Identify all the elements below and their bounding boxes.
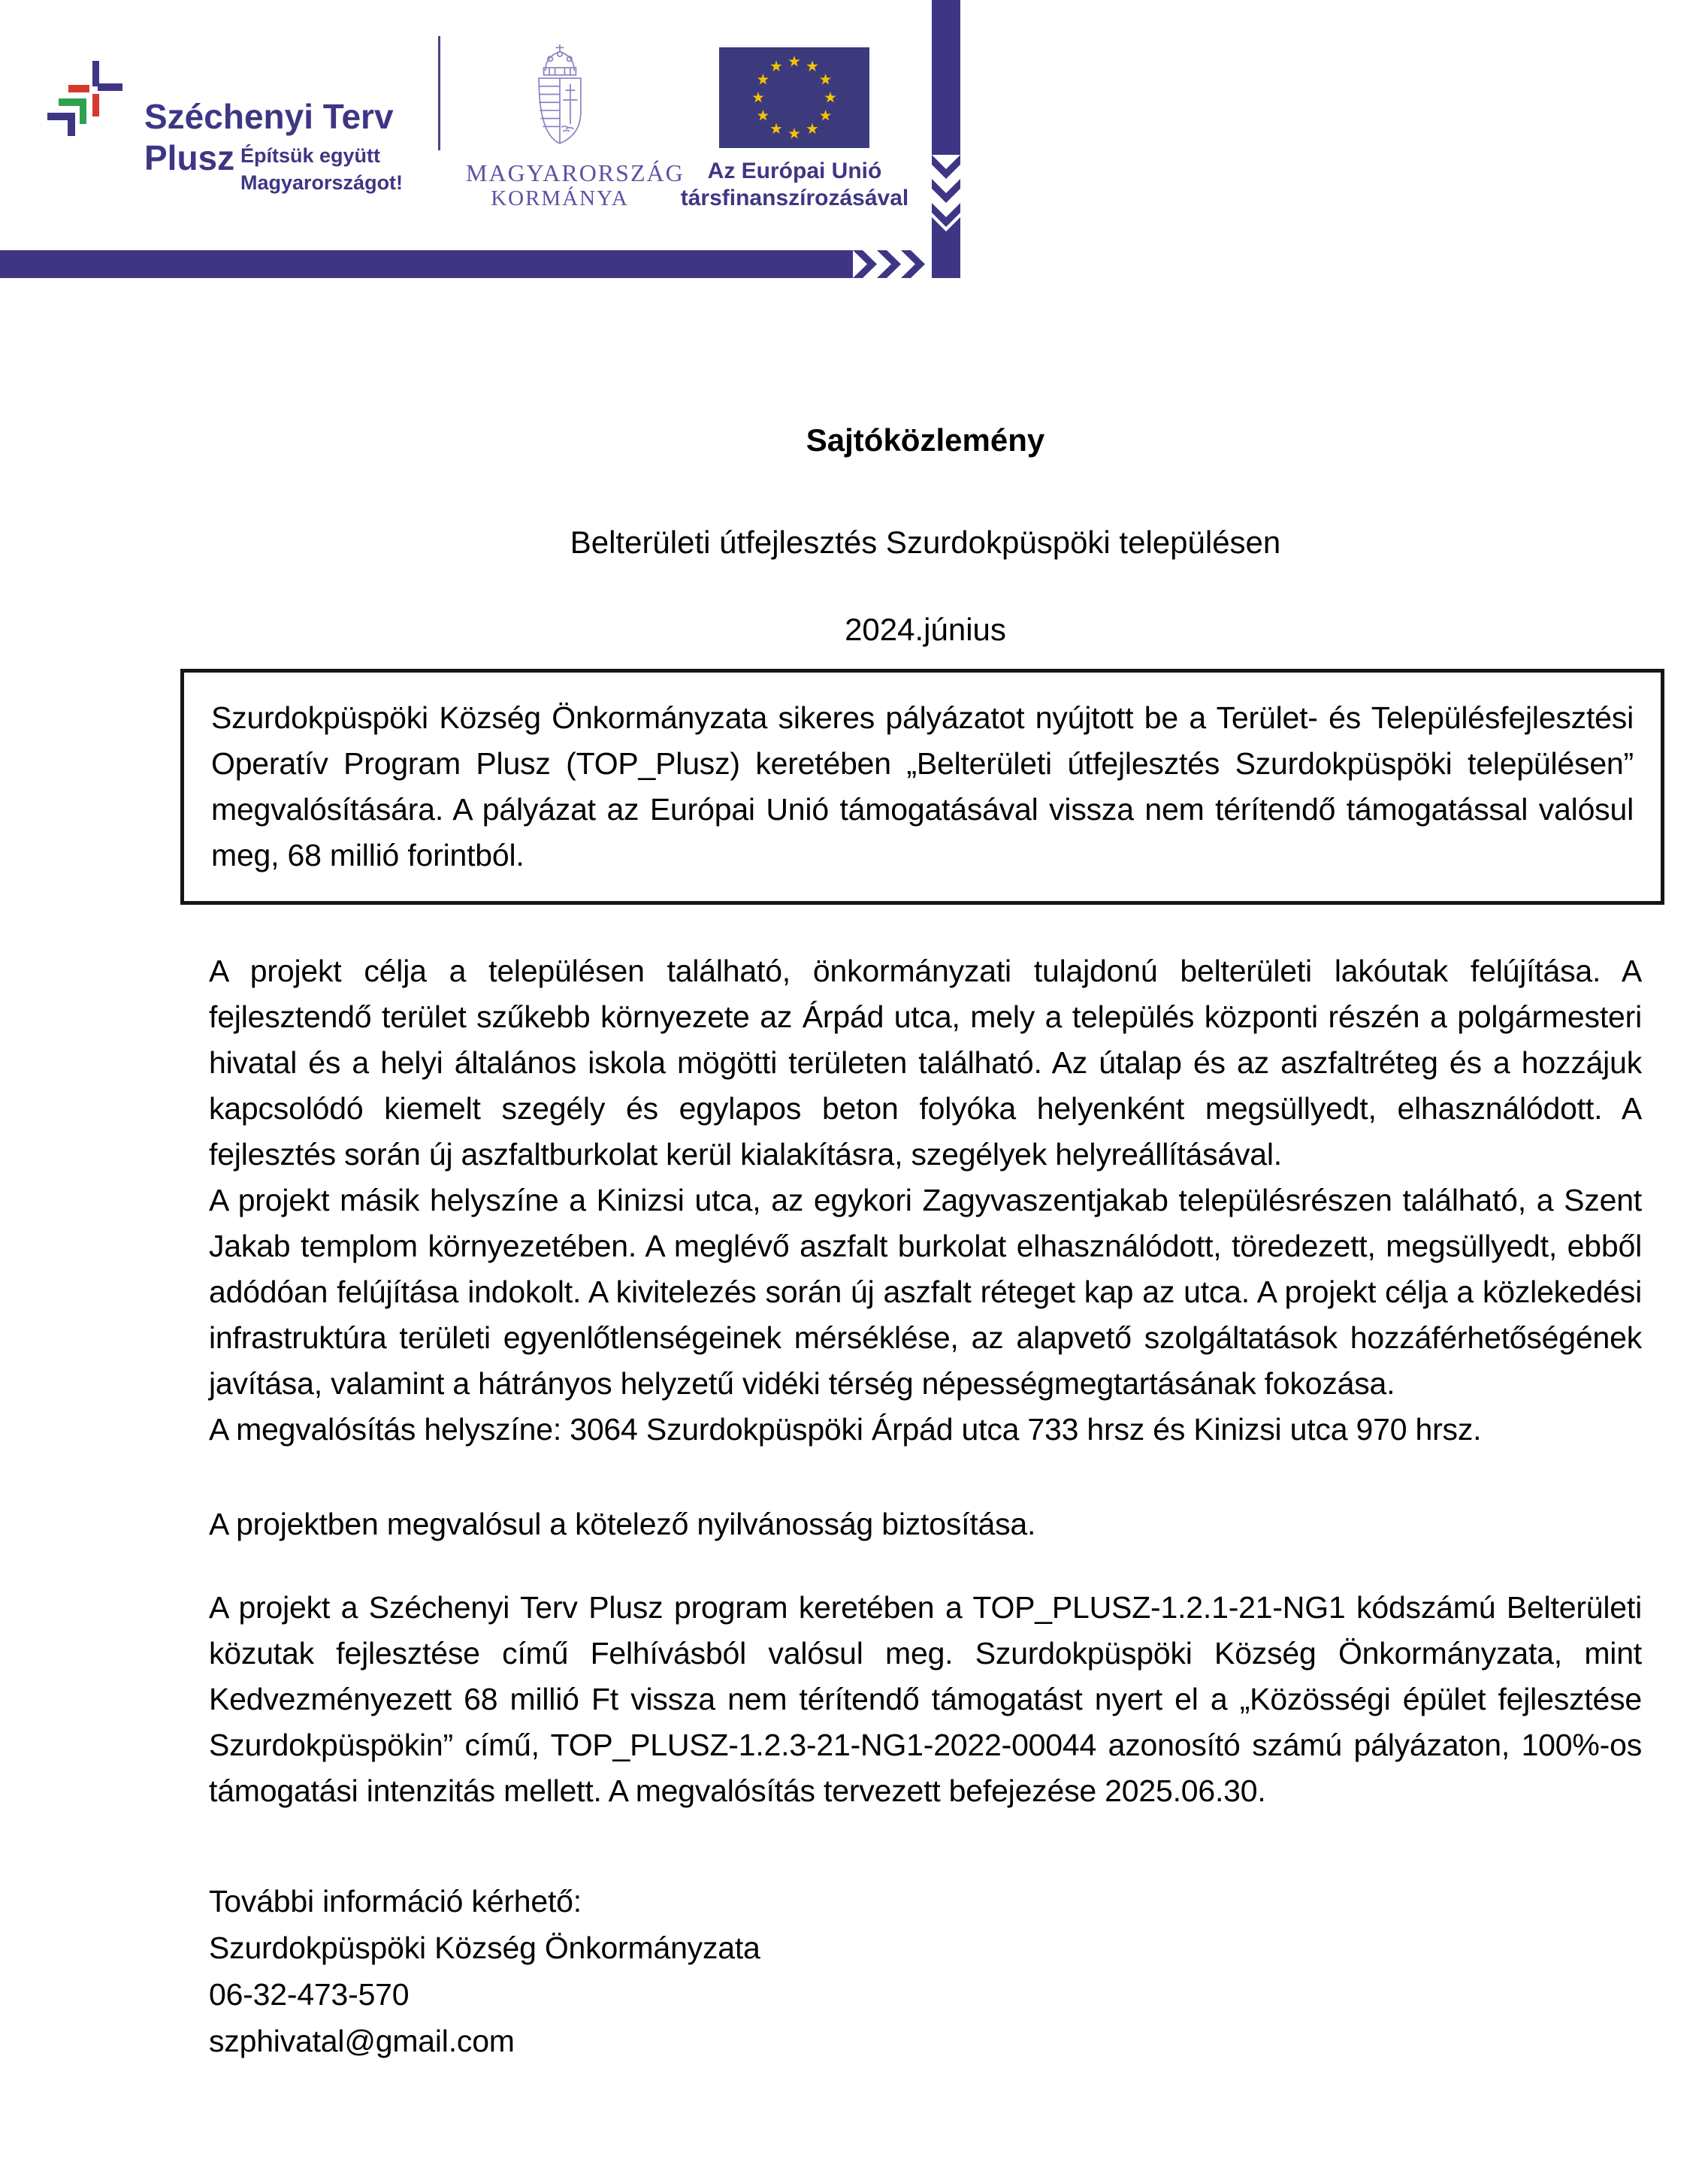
eu-flag-icon: [719, 47, 869, 148]
body-paragraph-2: A projekt másik helyszíne a Kinizsi utca, az egykori Zagyvaszentjakab településrészen található, a Szent Jakab templom környezetében. A meglévő aszfalt burkolat elhasználódott, töredezett, megsüllyedt, ebből adódóan felújítása indokolt. A kivitelezés során új aszfalt réteget kap az utca. A projekt célja a közlekedési infrastruktúra területi egyenlőtlenségeinek mérséklése, az alapvető szolgáltatások hozzáférhetőségének javítása, valamint a hátrányos helyzetű vidéki térség népességmegtartásának fokozása.: [209, 1183, 1642, 1401]
body-paragraph-4: A projektben megvalósul a kötelező nyilvánosság biztosítása.: [209, 1507, 1036, 1541]
contact-block: [209, 1878, 1642, 2064]
szechenyi-name-line2: Plusz: [144, 138, 235, 177]
contact-heading: További információ kérhető:: [209, 1884, 582, 1919]
lead-box: [180, 669, 1664, 905]
government-name-line2: KORMÁNYA: [491, 186, 629, 210]
body-paragraph-5: A projekt a Széchenyi Terv Plusz program keretében a TOP_PLUSZ-1.2.1-21-NG1 kódszámú Belterületi közutak fejlesztése című Felhívásból valósul meg. Szurdokpüspöki Község Önkormányzata, mint Kedvezményezett 68 millió Ft vissza nem térítendő támogatást nyert el a „Közösségi épület fejlesztése Szurdokpüspökin” című, TOP_PLUSZ-1.2.3-21-NG1-2022-00044 azonosító számú pályázaton, 100%-os támogatási intenzitás mellett. A megvalósítás tervezett befejezése 2025.06.30.: [209, 1590, 1642, 1808]
lead-text: Szurdokpüspöki Község Önkormányzata sikeres pályázatot nyújtott be a Terület- és Településfejlesztési Operatív Program Plusz (TOP_Plusz) keretében „Belterületi útfejlesztés Szurdokpüspöki településen” megvalósítására. A pályázat az Európai Unió támogatásával vissza nem térítendő támogatással valósul meg, 68 millió forintból.: [211, 700, 1634, 872]
szechenyi-cross-icon: [47, 53, 125, 137]
szechenyi-tagline-line1: Építsük együtt: [240, 144, 381, 167]
eu-caption-line2: társfinanszírozásával: [680, 186, 909, 210]
hungary-coat-of-arms-icon: [528, 44, 592, 156]
contact-line-phone: 06-32-473-570: [209, 1977, 410, 2012]
szechenyi-name-line1: Széchenyi Terv: [144, 97, 394, 136]
page-subtitle: Belterületi útfejlesztés Szurdokpüspöki településen: [570, 525, 1281, 560]
page-date: 2024.június: [845, 612, 1006, 647]
press-release-document: [0, 278, 1708, 2064]
logo-divider: [438, 36, 440, 150]
szechenyi-tagline-line2: Magyarországot!: [240, 171, 404, 194]
contact-line-email: szphivatal@gmail.com: [209, 2024, 515, 2058]
body-paragraph-1: A projekt célja a településen található, önkormányzati tulajdonú belterületi lakóutak felújítása. A fejlesztendő terület szűkebb környezete az Árpád utca, mely a település központi részén a polgármesteri hivatal és a helyi általános iskola mögötti területen található. Az útalap és az aszfaltréteg és a hozzájuk kapcsolódó kiemelt szegély és egylapos beton folyóka helyenként megsüllyedt, elhasználódott. A fejlesztés során új aszfaltburkolat kerül kialakításra, szegélyek helyreállításával.: [209, 954, 1642, 1172]
page-title: Sajtóközlemény: [806, 422, 1045, 458]
contact-line-organization: Szurdokpüspöki Község Önkormányzata: [209, 1931, 760, 1965]
header-banner: [0, 0, 1708, 280]
government-name-line1: MAGYARORSZÁG: [466, 159, 685, 186]
body-paragraph-3: A megvalósítás helyszíne: 3064 Szurdokpüspöki Árpád utca 733 hrsz és Kinizsi utca 970 hrsz.: [209, 1412, 1482, 1447]
eu-caption-line1: Az Európai Unió: [707, 159, 882, 183]
